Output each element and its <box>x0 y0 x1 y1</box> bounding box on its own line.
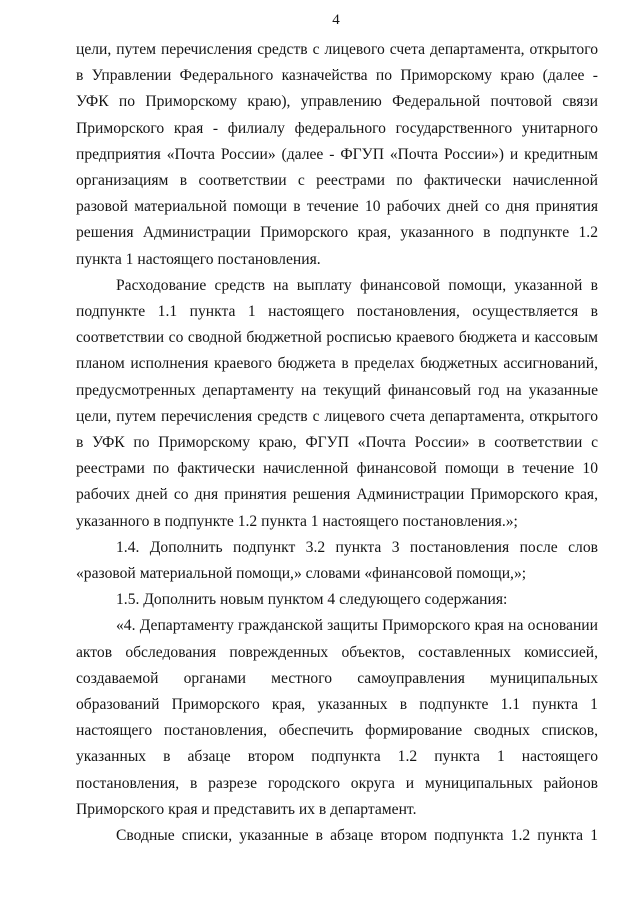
text-line: планом исполнения краевого бюджета в пределах бюджетных ассигнований, <box>76 355 598 373</box>
text-line: рабочих дней со дня принятия решения Администрации Приморского края, <box>76 486 598 504</box>
text-line: цели, путем перечисления средств с лицевого счета департамента, открытого в <box>76 41 598 85</box>
text-line: соответствии со сводной бюджетной росписью краевого бюджета и кассовым <box>76 329 598 347</box>
text-line: по Приморскому краю), управлению Федеральной почтовой связи Приморского <box>76 93 598 137</box>
text-line: указанного в подпункте 1.2 пункта 1 настоящего постановления.»; <box>76 512 518 530</box>
text-line: помощи в течение 10 рабочих дней со дня принятия решения Администрации <box>76 198 598 242</box>
text-line: Приморского края, указанного в подпункте 1.2 пункта 1 настоящего <box>76 224 598 268</box>
text-line: постановления, обеспечить формирование сводных списков, указанных в <box>76 722 598 766</box>
paragraph-clause-4-civil-defense <box>76 613 598 823</box>
text-line: 1.5. Дополнить новым пунктом 4 следующего содержания: <box>116 591 508 609</box>
text-line: Приморского края, указанных в подпункте 1.1 пункта 1 настоящего <box>76 696 598 740</box>
text-line: абзаце втором подпункта 1.2 пункта 1 настоящего постановления, в разрезе <box>76 748 598 792</box>
text-line: материальной помощи,» словами «финансовой помощи,»; <box>139 565 527 583</box>
text-line: их в департамент. <box>298 800 417 818</box>
text-line: предусмотренных департаменту на текущий финансовый год на указанные <box>76 381 598 399</box>
text-line: постановления. <box>217 250 321 268</box>
text-line: цели, путем перечисления средств с лицевого счета департамента, открытого в <box>76 407 598 452</box>
page-number: 4 <box>332 12 340 28</box>
text-line: «4. Департаменту гражданской защиты Приморского края на основании <box>116 617 598 635</box>
text-line: Управлении Федерального казначейства по Приморскому краю (далее - УФК <box>76 67 598 111</box>
paragraph-clause-1-4 <box>76 535 598 587</box>
text-line: подпункте 1.1 пункта 1 настоящего постановления, осуществляется в <box>76 303 598 321</box>
text-line: Расходование средств на выплату финансовой помощи, указанной в <box>116 276 598 294</box>
text-line: края - филиалу федерального государственного унитарного предприятия <box>76 119 598 163</box>
paragraph-summary-lists <box>76 823 598 849</box>
text-line: «Почта России» (далее - ФГУП «Почта России») и кредитным организациям в <box>76 145 598 190</box>
paragraph-funds-transfer-postal <box>76 37 598 273</box>
text-line: актов обследования поврежденных объектов, составленных комиссией, <box>76 643 598 661</box>
text-line: создаваемой органами местного самоуправления муниципальных образований <box>76 669 598 714</box>
text-line: соответствии с реестрами по фактически начисленной разовой материальной <box>76 172 598 216</box>
text-line: УФК по Приморскому краю, ФГУП «Почта России» в соответствии с <box>92 434 598 452</box>
paragraph-financial-aid-spending <box>76 273 598 535</box>
paragraph-clause-1-5 <box>76 587 598 613</box>
text-line: реестрами по фактически начисленной финансовой помощи в течение 10 <box>76 460 598 478</box>
text-line: Сводные списки, указанные в абзаце втором подпункта 1.2 пункта 1 <box>116 827 598 845</box>
text-line: городского округа и муниципальных районов Приморского края и представить <box>76 774 598 818</box>
document-body <box>76 37 598 849</box>
text-line: 1.4. Дополнить подпункт 3.2 пункта 3 постановления после слов «разовой <box>76 538 598 583</box>
